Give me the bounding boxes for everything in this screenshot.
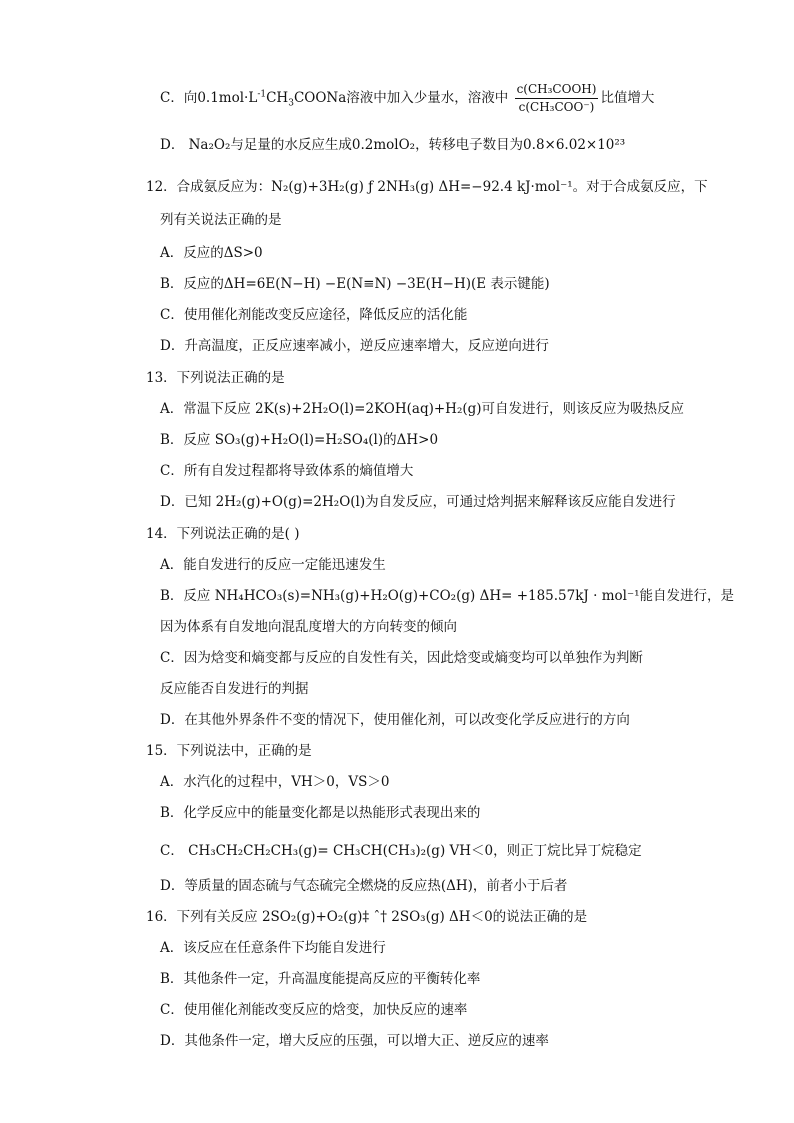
- q13-option-c: C．所有自发过程都将导致体系的熵值增大: [160, 463, 414, 479]
- q15-option-b: B．化学反应中的能量变化都是以热能形式表现出来的: [160, 805, 481, 821]
- q11-c-text-1: C．向0.1mol·L: [160, 90, 258, 106]
- q14-option-b-line2: 因为体系有自发地向混乱度增大的方向转变的倾向: [160, 619, 457, 635]
- q14-option-a: A．能自发进行的反应一定能迅速发生: [160, 557, 386, 573]
- q15-stem: 15．下列说法中，正确的是: [146, 743, 312, 759]
- q11-option-c: [160, 81, 654, 116]
- q13-stem: 13．下列说法正确的是: [146, 370, 285, 386]
- fraction-numerator: c(CH₃COOH): [515, 81, 599, 99]
- q15-option-a: A．水汽化的过程中，VH＞0，VS＞0: [160, 774, 390, 790]
- q12-option-a: A．反应的ΔS>0: [160, 245, 263, 261]
- q13-option-a: A．常温下反应 2K(s)+2H₂O(l)=2KOH(aq)+H₂(g)可自发进行，则该反应为吸热反应: [160, 401, 685, 417]
- q13-option-d: D．已知 2H₂(g)+O(g)=2H₂O(l)为自发反应，可通过焓判据来解释该反应能自发进行: [160, 494, 676, 510]
- q12-option-b: B．反应的ΔH=6E(N−H) −E(N≡N) −3E(H−H)(E 表示键能): [160, 276, 550, 292]
- q15-option-c: C． CH₃CH₂CH₂CH₃(g)= CH₃CH(CH₃)₂(g) VH＜0，则正丁烷比异丁烷稳定: [160, 843, 642, 859]
- q12-stem-line1: 12．合成氨反应为：N₂(g)+3H₂(g) ƒ 2NH₃(g) ΔH=−92.4 kJ·mol⁻¹。对于合成氨反应，下: [146, 179, 708, 195]
- q14-option-c-line1: C．因为焓变和熵变都与反应的自发性有关，因此焓变或熵变均可以单独作为判断: [160, 650, 643, 666]
- q16-option-c: C．使用催化剂能改变反应的焓变，加快反应的速率: [160, 1002, 468, 1018]
- q11-c-text-4: 比值增大: [600, 90, 655, 106]
- q16-option-b: B．其他条件一定，升高温度能提高反应的平衡转化率: [160, 971, 481, 987]
- q15-option-d: D．等质量的固态硫与气态硫完全燃烧的反应热(ΔH)，前者小于后者: [160, 878, 568, 894]
- q12-option-d: D．升高温度，正反应速率减小，逆反应速率增大，反应逆向进行: [160, 338, 549, 354]
- q16-option-a: A．该反应在任意条件下均能自发进行: [160, 940, 386, 956]
- q14-option-b-line1: B．反应 NH₄HCO₃(s)=NH₃(g)+H₂O(g)+CO₂(g) ΔH= +185.57kJ · mol⁻¹能自发进行，是: [160, 588, 734, 604]
- q13-option-b: B．反应 SO₃(g)+H₂O(l)=H₂SO₄(l)的ΔH>0: [160, 432, 439, 448]
- q11-c-text-3: COONa溶液中加入少量水，溶液中: [293, 90, 509, 106]
- fraction-denominator: c(CH₃COO⁻): [518, 100, 595, 114]
- q14-option-c-line2: 反应能否自发进行的判据: [160, 681, 309, 697]
- q11-c-sup: -1: [257, 89, 267, 100]
- q14-stem: 14．下列说法正确的是( ): [146, 526, 300, 542]
- q12-stem-line2: 列有关说法正确的是: [160, 212, 282, 228]
- q11-c-sub: 3: [288, 98, 294, 109]
- q14-option-d: D．在其他外界条件不变的情况下，使用催化剂，可以改变化学反应进行的方向: [160, 712, 630, 728]
- q11-option-d: D． Na₂O₂与足量的水反应生成0.2molO₂，转移电子数目为0.8×6.02×10²³: [160, 137, 626, 153]
- q11-c-text-2: CH: [266, 90, 289, 106]
- q11-c-fraction: [515, 81, 599, 116]
- q16-stem: 16．下列有关反应 2SO₂(g)+O₂(g)‡ ˆ† 2SO₃(g) ΔH＜0的说法正确的是: [146, 909, 588, 925]
- q16-option-d: D．其他条件一定，增大反应的压强，可以增大正、逆反应的速率: [160, 1033, 549, 1049]
- q12-option-c: C．使用催化剂能改变反应途径，降低反应的活化能: [160, 307, 468, 323]
